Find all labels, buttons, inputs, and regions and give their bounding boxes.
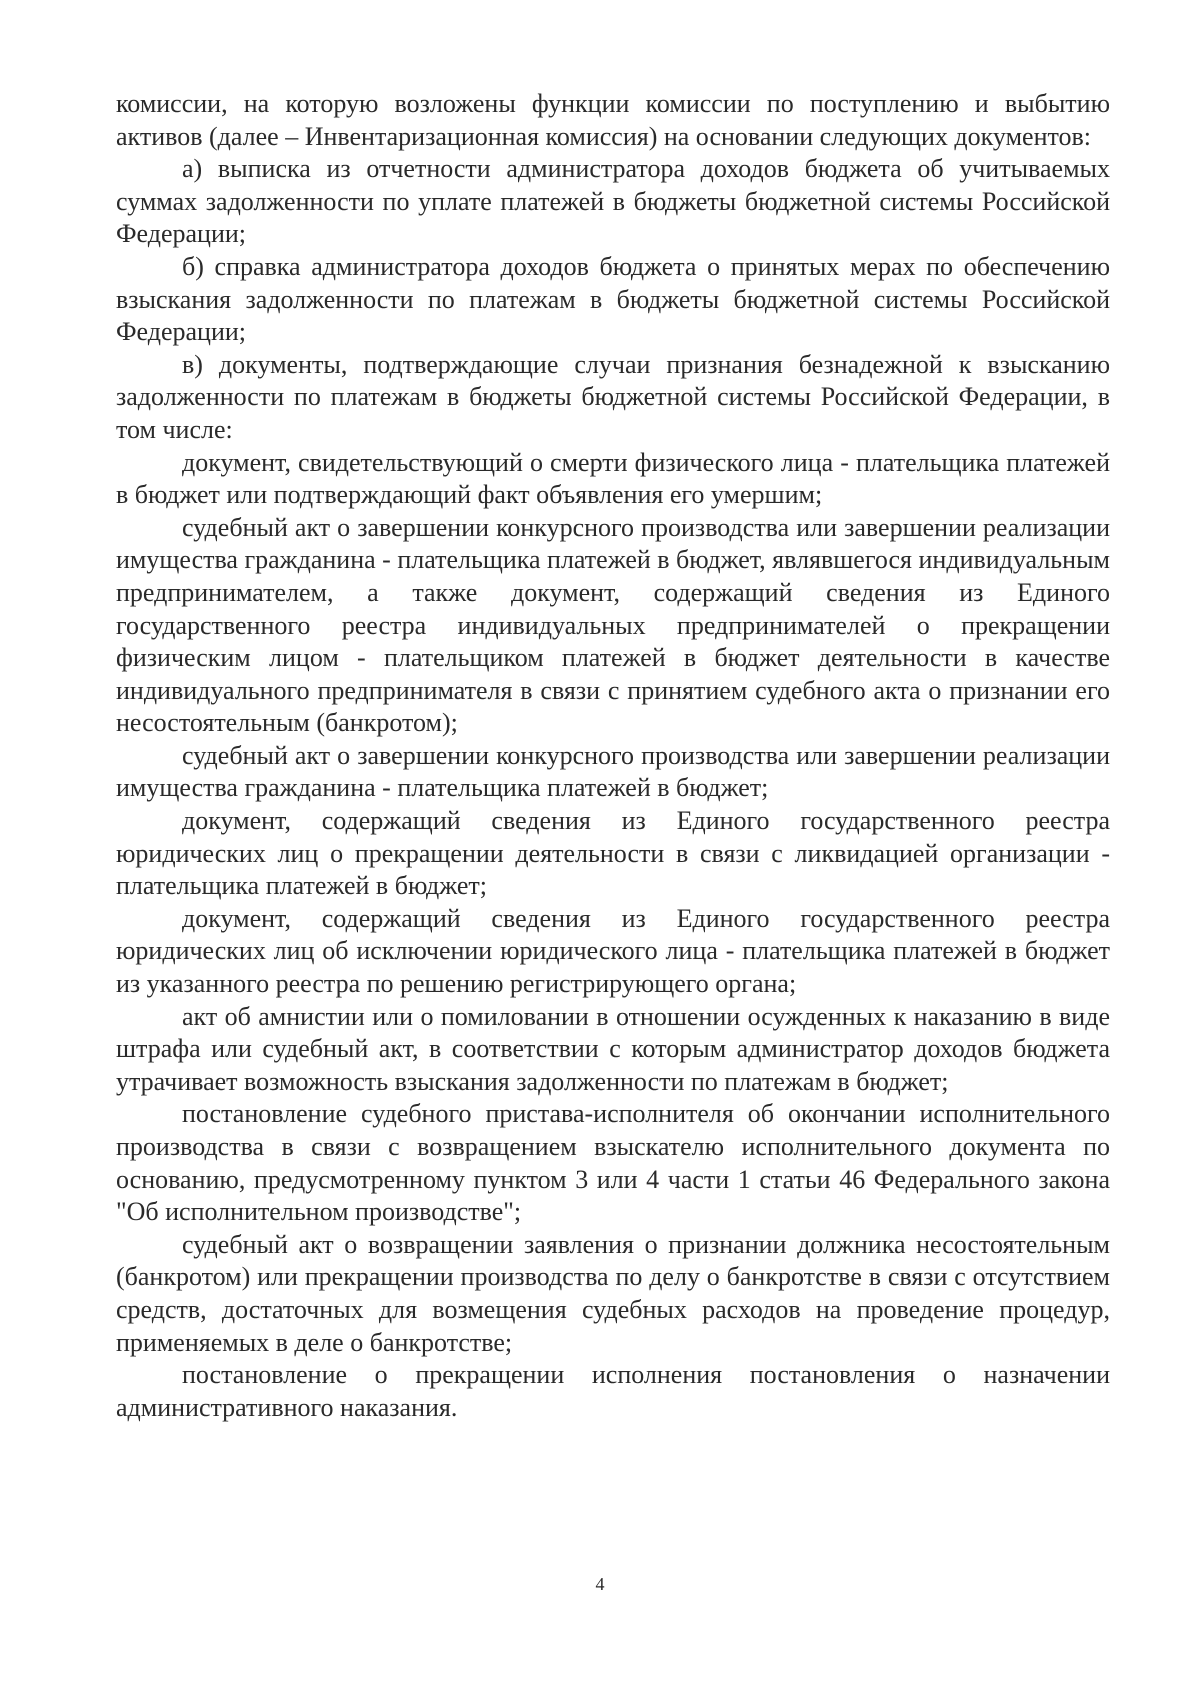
page-number: 4	[595, 1574, 605, 1594]
paragraph-amnesty: акт об амнистии или о помиловании в отношении осужденных к наказанию в виде штрафа или судебный акт, в соответствии с которым администратор доходов бюджета утрачивает возможность взыскания задолженности по платежам в бюджет;	[116, 1001, 1110, 1096]
paragraph-item-b: б) справка администратора доходов бюджета о принятых мерах по обеспечению взыскания задолженности по платежам в бюджеты бюджетной системы Российской Федерации;	[116, 251, 1110, 347]
body-text	[116, 88, 1110, 1424]
paragraph-bankruptcy-entrepreneur: судебный акт о завершении конкурсного производства или завершении реализации имущества гражданина - плательщика платежей в бюджет, являвшегося индивидуальным предпринимателем, а также документ, содержащий сведения из Единого государственного реестра индивидуальных предпринимателей о прекращении физическим лицом - плательщиком платежей в бюджет деятельности в качестве индивидуального предпринимателя в связи с принятием судебного акта о признании его несостоятельным (банкротом);	[116, 512, 1110, 738]
paragraph-item-v: в) документы, подтверждающие случаи признания безнадежной к взысканию задолженности по платежам в бюджеты бюджетной системы Российской Федерации, в том числе:	[116, 349, 1110, 444]
paragraph-bankruptcy-citizen: судебный акт о завершении конкурсного производства или завершении реализации имущества гражданина - плательщика платежей в бюджет;	[116, 740, 1110, 803]
paragraph-bailiff-resolution: постановление судебного пристава-исполнителя об окончании исполнительного производства в связи с возвращением взыскателю исполнительного документа по основанию, предусмотренному пунктом 3 или 4 части 1 статьи 46 Федерального закона "Об исполнительном производстве";	[116, 1099, 1110, 1227]
paragraph-continuation: комиссии, на которую возложены функции комиссии по поступлению и выбытию активов (далее – Инвентаризационная комиссия) на основании следующих документов:	[116, 89, 1110, 151]
paragraph-exclusion: документ, содержащий сведения из Единого государственного реестра юридических лиц об исключении юридического лица - плательщика платежей в бюджет из указанного реестра по решению регистрирующего органа;	[116, 903, 1110, 999]
paragraph-termination-of-execution: постановление о прекращении исполнения постановления о назначении административного наказания.	[116, 1360, 1110, 1422]
paragraph-return-of-application: судебный акт о возвращении заявления о признании должника несостоятельным (банкротом) или прекращении производства по делу о банкротстве в связи с отсутствием средств, достаточных для возмещения судебных расходов на проведение процедур, применяемых в деле о банкротстве;	[116, 1229, 1110, 1357]
paragraph-liquidation: документ, содержащий сведения из Единого государственного реестра юридических лиц о прекращении деятельности в связи с ликвидацией организации - плательщика платежей в бюджет;	[116, 806, 1110, 901]
paragraph-item-a: а) выписка из отчетности администратора доходов бюджета об учитываемых суммах задолженности по уплате платежей в бюджеты бюджетной системы Российской Федерации;	[116, 154, 1110, 249]
paragraph-death-document: документ, свидетельствующий о смерти физического лица - плательщика платежей в бюджет или подтверждающий факт объявления его умершим;	[116, 447, 1110, 510]
